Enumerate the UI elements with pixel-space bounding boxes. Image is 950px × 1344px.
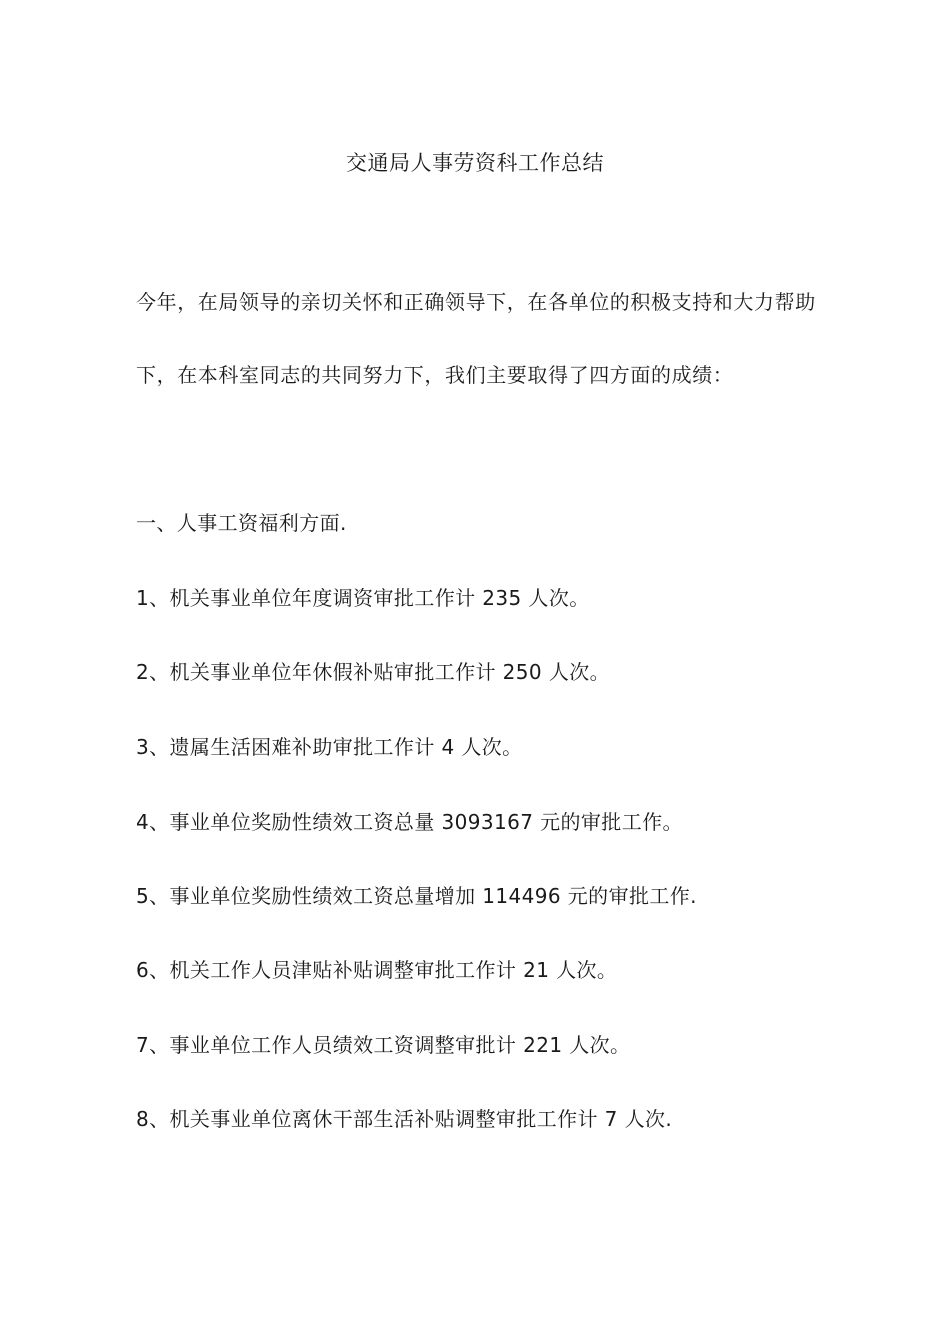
list-item: 7、事业单位工作人员绩效工资调整审批计 221 人次。 bbox=[136, 1033, 631, 1057]
document-title: 交通局人事劳资科工作总结 bbox=[346, 151, 604, 175]
list-item: 4、事业单位奖励性绩效工资总量 3093167 元的审批工作。 bbox=[136, 810, 683, 834]
section-heading: 一、人事工资福利方面. bbox=[136, 511, 347, 535]
list-item: 3、遗属生活困难补助审批工作计 4 人次。 bbox=[136, 735, 523, 759]
intro-paragraph: 今年，在局领导的亲切关怀和正确领导下，在各单位的积极支持和大力帮助下，在本科室同志的共同努力下，我们主要取得了四方面的成绩： bbox=[136, 290, 816, 387]
list-item: 5、事业单位奖励性绩效工资总量增加 114496 元的审批工作. bbox=[136, 884, 697, 908]
list-item: 1、机关事业单位年度调资审批工作计 235 人次。 bbox=[136, 586, 590, 610]
list-item: 2、机关事业单位年休假补贴审批工作计 250 人次。 bbox=[136, 660, 611, 684]
list-item: 8、机关事业单位离休干部生活补贴调整审批工作计 7 人次. bbox=[136, 1107, 673, 1131]
list-item: 6、机关工作人员津贴补贴调整审批工作计 21 人次。 bbox=[136, 958, 618, 982]
